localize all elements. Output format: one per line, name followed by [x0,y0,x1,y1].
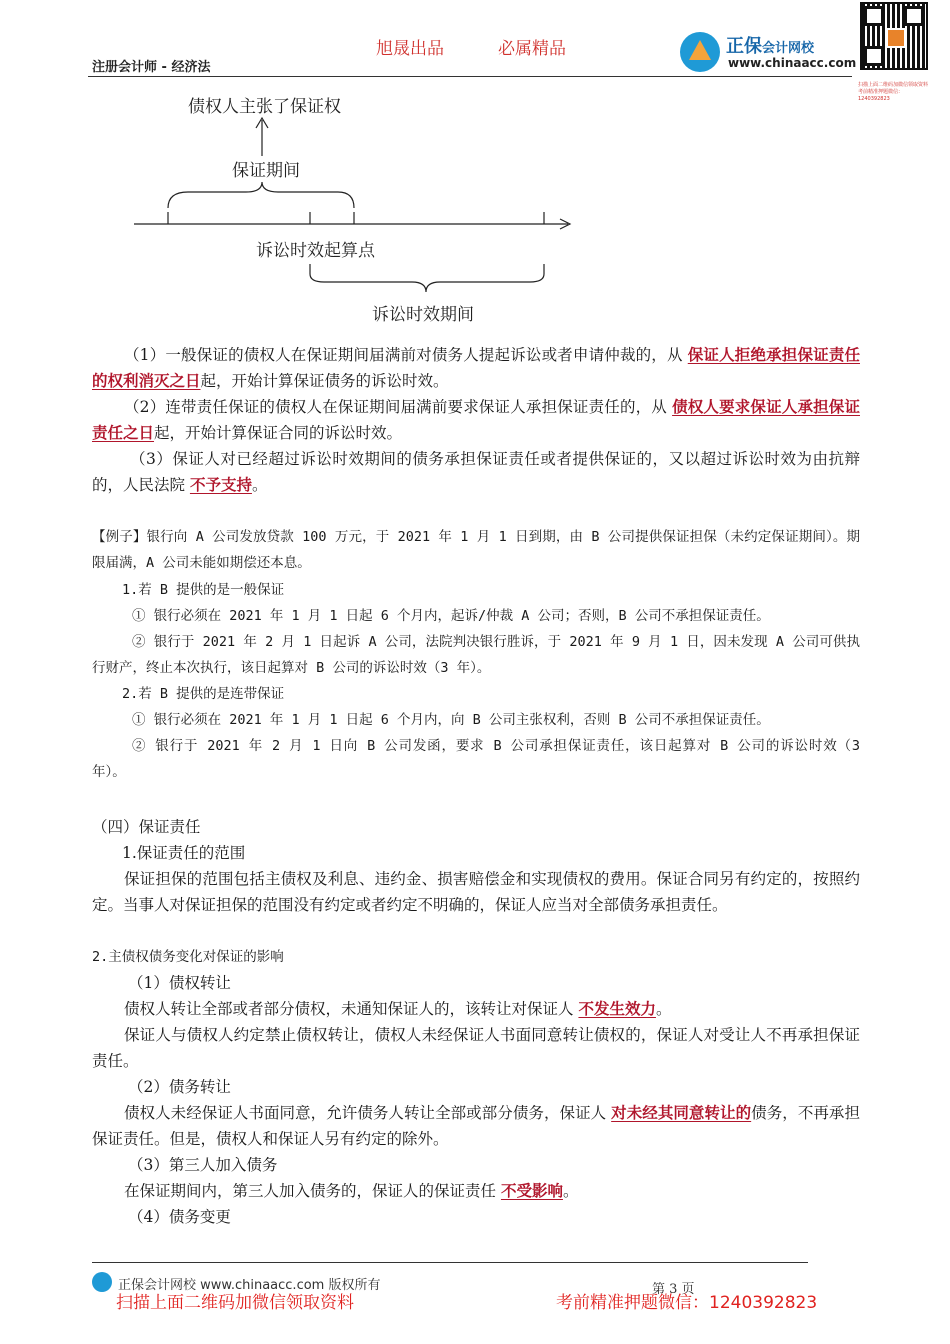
diagram-label-limitation-start: 诉讼时效起算点 [256,241,375,261]
footer-copyright: 正保会计网校 www.chinaacc.com 版权所有 [118,1278,381,1293]
example-case1-b: ② 银行于 2021 年 2 月 1 日起诉 A 公司，法院判决银行胜诉，于 2021 年 9 月 1 日，因未发现 A 公司可供执行财产，终止本次执行，该日起算对 B 公司的诉讼时效（3 年）。 [92,634,860,676]
diagram-label-claim: 债权人主张了保证权 [188,97,341,117]
rule-3: （3）保证人对已经超过诉讼时效期间的债务承担保证责任或者提供保证的，又以超过诉讼时效为由抗辩的，人民法院 不予支持。 [92,450,860,494]
page-number: 第 3 页 [652,1282,695,1297]
rule-3-highlight: 不予支持 [189,475,252,494]
debt-change-title: （4）债务变更 [128,1208,231,1226]
logo-name: 正保会计网校 [726,36,815,57]
qr-code-icon [862,4,926,68]
diagram-label-limitation-period: 诉讼时效期间 [372,305,474,325]
footer-divider [92,1262,808,1263]
transfer-claim-highlight: 不发生效力 [578,999,656,1018]
example-case2-b: ② 银行于 2021 年 2 月 1 日向 B 公司发函，要求 B 公司承担保证责任，该日起算对 B 公司的诉讼时效（3 年）。 [92,738,860,780]
example-case2-a: ① 银行必须在 2021 年 1 月 1 日起 6 个月内，向 B 公司主张权利，否则 B 公司不承担保证责任。 [132,712,770,728]
diagram-brace-limitation [310,264,544,292]
qr-caption: 扫描上面二维码加微信领取资料 考前精准押题微信：1240392823 [858,82,929,102]
limitation-timeline-diagram [120,86,590,336]
rule-1: （1）一般保证的债权人在保证期间届满前对债务人提起诉讼或者申请仲裁的，从 保证人拒绝承担保证责任的权利消灭之日起，开始计算保证债务的诉讼时效。 [92,345,860,390]
transfer-claim-title: （1）债权转让 [128,974,231,992]
header-divider [88,76,852,77]
header-slogan-right: 必属精品 [498,39,566,59]
logo-icon [680,32,720,72]
example-case2-title: 2.若 B 提供的是连带保证 [122,686,285,702]
transfer-claim-p1: 债权人转让全部或者部分债权，未通知保证人的，该转让对保证人 不发生效力。 [124,999,672,1018]
diagram-label-guarantee-period: 保证期间 [232,161,300,181]
header-slogan-left: 旭晟出品 [376,39,444,59]
diagram-brace-guarantee [168,182,354,208]
third-party-p1: 在保证期间内，第三人加入债务的，保证人的保证责任 不受影响。 [124,1181,579,1200]
footer-promo-left: 扫描上面二维码加微信领取资料 [116,1293,354,1313]
transfer-debt-highlight: 对未经其同意转让的 [611,1103,752,1122]
transfer-claim-p2: 保证人与债权人约定禁止债权转让，债权人未经保证人书面同意转让债权的，保证人对受让人不再承担保证责任。 [92,1026,860,1070]
logo-url: www.chinaacc.com [728,56,857,70]
footer-logo-icon [92,1272,112,1292]
section4-heading: （四）保证责任 [92,818,201,836]
section4-sub2: 2.主债权债务变化对保证的影响 [92,949,284,965]
scope-paragraph: 保证担保的范围包括主债权及利息、违约金、损害赔偿金和实现债权的费用。保证合同另有约定的，按照约定。当事人对保证担保的范围没有约定或者约定不明确的，保证人应当对全部债务承担责任。 [92,870,860,914]
third-party-highlight: 不受影响 [500,1181,563,1200]
transfer-debt-p1: 债权人未经保证人书面同意，允许债务人转让全部或部分债务，保证人 对未经其同意转让的债务，不再承担保证责任。但是，债权人和保证人另有约定的除外。 [92,1103,860,1148]
example-case1-a: ① 银行必须在 2021 年 1 月 1 日起 6 个月内，起诉/仲裁 A 公司；否则，B 公司不承担保证责任。 [132,608,770,624]
section4-sub1: 1.保证责任的范围 [122,844,246,862]
example-case1-title: 1.若 B 提供的是一般保证 [122,582,285,598]
transfer-debt-title: （2）债务转让 [128,1078,231,1096]
rule-1-highlight: 保证人拒绝承担保证责任的权利消灭之日 [92,345,860,390]
brand-logo[interactable] [680,30,860,76]
course-title: 注册会计师 - 经济法 [92,60,211,75]
rule-2-highlight: 债权人要求保证人承担保证责任之日 [92,397,860,442]
example-intro: 【例子】银行向 A 公司发放贷款 100 万元，于 2021 年 1 月 1 日到期，由 B 公司提供保证担保（未约定保证期间）。期限届满，A 公司未能如期偿还本息。 [92,529,860,571]
third-party-title: （3）第三人加入债务 [128,1156,278,1174]
rule-2: （2）连带责任保证的债权人在保证期间届满前要求保证人承担保证责任的，从 债权人要求保证人承担保证责任之日起，开始计算保证合同的诉讼时效。 [92,397,860,442]
footer-promo-right: 考前精准押题微信：1240392823 [556,1293,818,1313]
